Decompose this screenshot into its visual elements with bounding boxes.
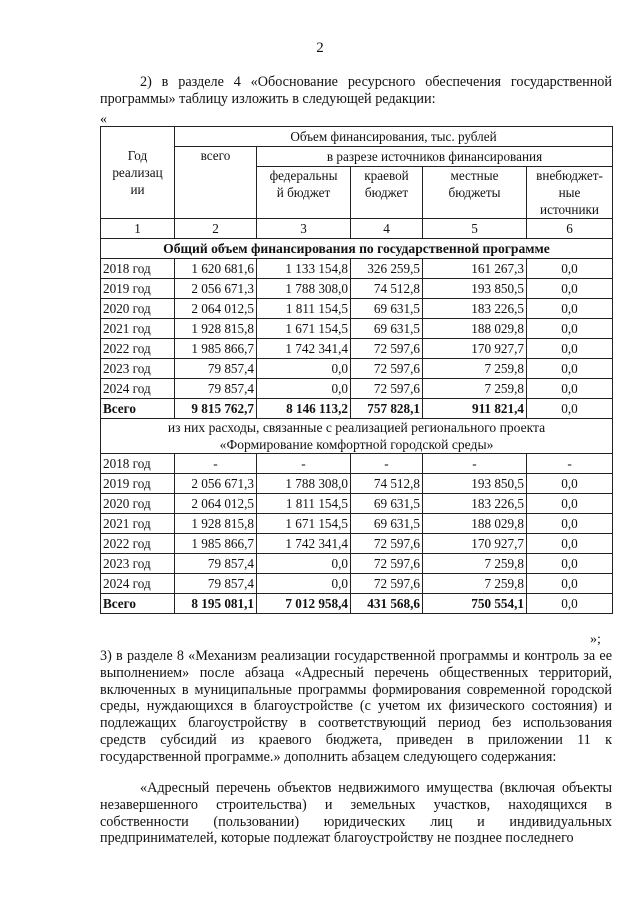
cell-total: 2 064 012,5 (175, 494, 257, 514)
cell-total: 1 928 815,8 (175, 514, 257, 534)
cell-local: 7 259,8 (423, 574, 527, 594)
cell-local: 183 226,5 (423, 494, 527, 514)
cell-local: 188 029,8 (423, 319, 527, 339)
section2-rows (101, 454, 613, 614)
cell-year: 2020 год (101, 494, 175, 514)
table-row (101, 574, 613, 594)
page-number: 2 (316, 40, 324, 56)
cell-local: 188 029,8 (423, 514, 527, 534)
table-row (101, 359, 613, 379)
header-all: всего (175, 147, 257, 219)
cell-regional: 72 597,6 (351, 379, 423, 399)
closing-quote: »; (590, 632, 601, 647)
cell-year: 2021 год (101, 319, 175, 339)
header-year: Год реализац ии (101, 127, 175, 219)
cell-total: 2 056 671,3 (175, 474, 257, 494)
total-row (101, 594, 613, 614)
cell-regional: 69 631,5 (351, 514, 423, 534)
cell-regional: 72 597,6 (351, 534, 423, 554)
cell-federal: 0,0 (257, 554, 351, 574)
cell-federal: 0,0 (257, 359, 351, 379)
cell-extra: - (527, 454, 613, 474)
cell-federal: 1 133 154,8 (257, 259, 351, 279)
cell-year: 2022 год (101, 534, 175, 554)
cell-federal: 7 012 958,4 (257, 594, 351, 614)
cell-total: 79 857,4 (175, 359, 257, 379)
cell-local: 7 259,8 (423, 379, 527, 399)
header-numbers-row (101, 219, 613, 239)
cell-federal: 1 811 154,5 (257, 299, 351, 319)
cell-local: 183 226,5 (423, 299, 527, 319)
cell-year: 2023 год (101, 554, 175, 574)
total-row (101, 399, 613, 419)
cell-local: - (423, 454, 527, 474)
cell-local: 911 821,4 (423, 399, 527, 419)
cell-federal: 1 811 154,5 (257, 494, 351, 514)
table-row (101, 279, 613, 299)
table-row (101, 554, 613, 574)
header-by-source: в разрезе источников финансирования (257, 147, 613, 167)
cell-extra: 0,0 (527, 474, 613, 494)
cell-local: 193 850,5 (423, 474, 527, 494)
col-number: 4 (351, 219, 423, 239)
table-row (101, 319, 613, 339)
cell-local: 7 259,8 (423, 359, 527, 379)
cell-regional: 69 631,5 (351, 494, 423, 514)
cell-local: 193 850,5 (423, 279, 527, 299)
cell-extra: 0,0 (527, 339, 613, 359)
table-row (101, 259, 613, 279)
cell-federal: 0,0 (257, 574, 351, 594)
table-row (101, 514, 613, 534)
cell-year: 2024 год (101, 574, 175, 594)
header-extra: внебюджет- ные источники (527, 167, 613, 219)
cell-regional: 72 597,6 (351, 339, 423, 359)
cell-local: 750 554,1 (423, 594, 527, 614)
header-row-1 (101, 127, 613, 147)
cell-local: 7 259,8 (423, 554, 527, 574)
intro-paragraph: 2) в разделе 4 «Обоснование ресурсного обеспечения государственной программы» таблицу изложить в следующей редакции: (100, 74, 612, 107)
table-row (101, 494, 613, 514)
table-row (101, 454, 613, 474)
cell-federal: - (257, 454, 351, 474)
cell-extra: 0,0 (527, 494, 613, 514)
cell-federal: 1 742 341,4 (257, 534, 351, 554)
cell-regional: 72 597,6 (351, 359, 423, 379)
cell-total: 79 857,4 (175, 379, 257, 399)
section2-title-line1: из них расходы, связанные с реализацией регионального проекта (167, 420, 546, 435)
header-total-funding: Объем финансирования, тыс. рублей (175, 127, 613, 147)
cell-local: 170 927,7 (423, 534, 527, 554)
cell-extra: 0,0 (527, 299, 613, 319)
table-row (101, 339, 613, 359)
cell-total: 1 985 866,7 (175, 534, 257, 554)
cell-year: 2021 год (101, 514, 175, 534)
col-number: 6 (527, 219, 613, 239)
col-number: 2 (175, 219, 257, 239)
section2-title-line2: «Формирование комфортной городской среды» (219, 437, 494, 452)
cell-year: 2018 год (101, 259, 175, 279)
cell-extra: 0,0 (527, 259, 613, 279)
cell-extra: 0,0 (527, 554, 613, 574)
section2-title-row (101, 419, 613, 454)
header-local: местные бюджеты (423, 167, 527, 219)
table-row (101, 379, 613, 399)
cell-extra: 0,0 (527, 319, 613, 339)
cell-total: 1 928 815,8 (175, 319, 257, 339)
section2-title (101, 419, 613, 454)
cell-year: 2024 год (101, 379, 175, 399)
cell-total: 8 195 081,1 (175, 594, 257, 614)
cell-year: 2019 год (101, 474, 175, 494)
cell-local: 170 927,7 (423, 339, 527, 359)
table-row (101, 474, 613, 494)
cell-total: 1 985 866,7 (175, 339, 257, 359)
section1-rows (101, 259, 613, 419)
cell-regional: 757 828,1 (351, 399, 423, 419)
cell-total: 79 857,4 (175, 554, 257, 574)
cell-federal: 8 146 113,2 (257, 399, 351, 419)
cell-total: 2 064 012,5 (175, 299, 257, 319)
cell-year: 2018 год (101, 454, 175, 474)
cell-regional: 431 568,6 (351, 594, 423, 614)
cell-regional: 74 512,8 (351, 279, 423, 299)
cell-extra: 0,0 (527, 379, 613, 399)
cell-regional: 69 631,5 (351, 319, 423, 339)
cell-extra: 0,0 (527, 279, 613, 299)
cell-total: - (175, 454, 257, 474)
col-number: 3 (257, 219, 351, 239)
cell-regional: 72 597,6 (351, 574, 423, 594)
cell-total: 2 056 671,3 (175, 279, 257, 299)
cell-year: Всего (101, 399, 175, 419)
cell-year: 2020 год (101, 299, 175, 319)
cell-federal: 1 671 154,5 (257, 514, 351, 534)
cell-regional: 74 512,8 (351, 474, 423, 494)
header-federal: федеральны й бюджет (257, 167, 351, 219)
cell-extra: 0,0 (527, 359, 613, 379)
cell-federal: 1 788 308,0 (257, 474, 351, 494)
col-number: 5 (423, 219, 527, 239)
cell-year: 2019 год (101, 279, 175, 299)
cell-total: 9 815 762,7 (175, 399, 257, 419)
cell-federal: 0,0 (257, 379, 351, 399)
cell-extra: 0,0 (527, 534, 613, 554)
cell-extra: 0,0 (527, 399, 613, 419)
cell-regional: 72 597,6 (351, 554, 423, 574)
opening-quote: « (100, 112, 107, 127)
section1-title-row (101, 239, 613, 259)
cell-year: 2023 год (101, 359, 175, 379)
section1-title: Общий объем финансирования по государственной программе (101, 239, 613, 259)
section8-paragraph: 3) в разделе 8 «Механизм реализации государственной программы и контроль за ее выполнением» после абзаца «Адресный перечень общественных территорий, включенных в муниципальные программы формирования современной городской среды, нуждающихся в благоустройстве (с учетом их физического состояния) и подлежащих благоустройству в соответствующий период без использования средств субсидий из краевого бюджета, приведен в приложении 11 к государственной программе.» дополнить абзацем следующего содержания: (100, 648, 612, 765)
funding-table (100, 126, 613, 614)
cell-regional: 69 631,5 (351, 299, 423, 319)
cell-total: 1 620 681,6 (175, 259, 257, 279)
cell-regional: - (351, 454, 423, 474)
header-regional: краевой бюджет (351, 167, 423, 219)
cell-total: 79 857,4 (175, 574, 257, 594)
cell-extra: 0,0 (527, 514, 613, 534)
cell-federal: 1 788 308,0 (257, 279, 351, 299)
cell-year: Всего (101, 594, 175, 614)
cell-regional: 326 259,5 (351, 259, 423, 279)
cell-year: 2022 год (101, 339, 175, 359)
cell-extra: 0,0 (527, 594, 613, 614)
cell-local: 161 267,3 (423, 259, 527, 279)
added-paragraph: «Адресный перечень объектов недвижимого имущества (включая объекты незавершенного строительства) и земельных участков, находящихся в собственности (пользовании) юридических лиц и индивидуальных предпринимателей, которые подлежат благоустройству не позднее последнего (100, 780, 612, 847)
cell-extra: 0,0 (527, 574, 613, 594)
cell-federal: 1 671 154,5 (257, 319, 351, 339)
header-row-2 (101, 147, 613, 167)
col-number: 1 (101, 219, 175, 239)
table-row (101, 299, 613, 319)
cell-federal: 1 742 341,4 (257, 339, 351, 359)
table-row (101, 534, 613, 554)
